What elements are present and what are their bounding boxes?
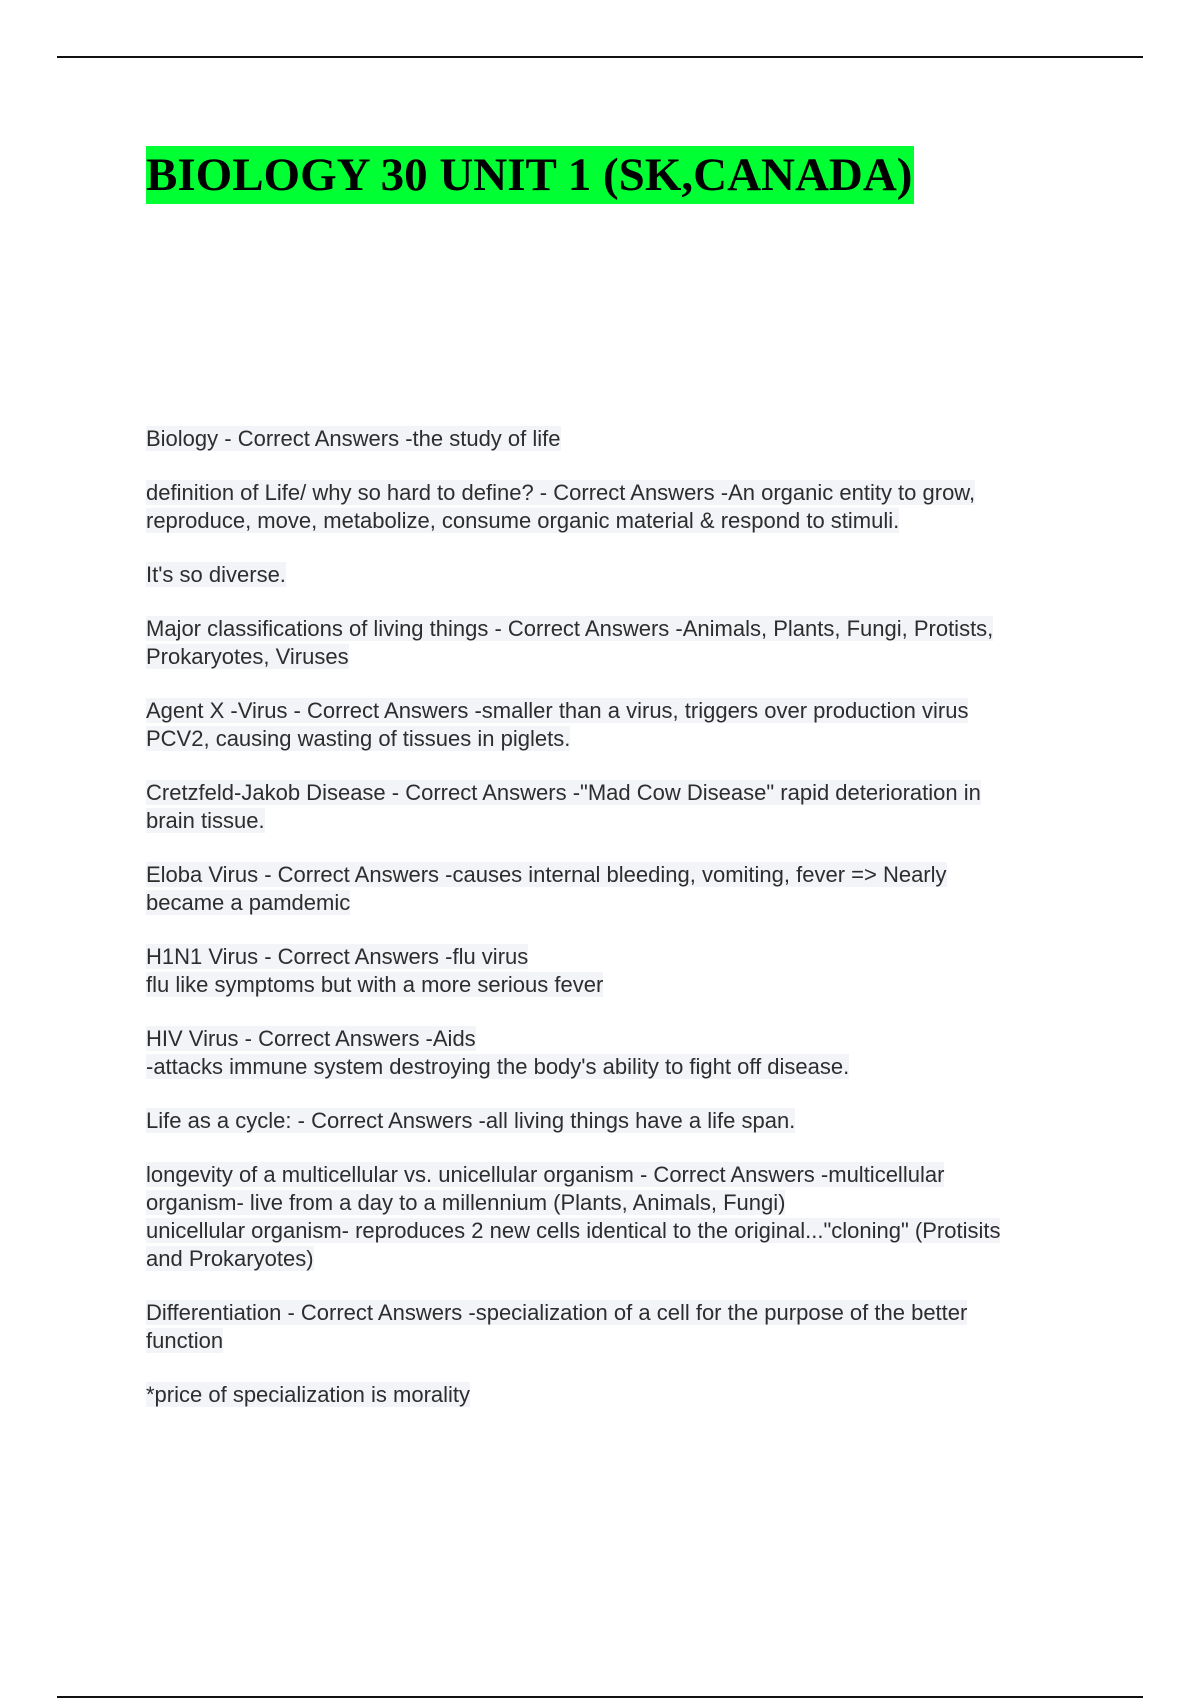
flashcard-entry [146,1381,1096,1409]
flashcard-entry [146,479,1096,535]
entry-text: became a pamdemic [146,890,351,915]
entry-text: reproduce, move, metabolize, consume organic material & respond to stimuli. [146,508,900,533]
entry-text: organism- live from a day to a millennium (Plants, Animals, Fungi) [146,1190,786,1215]
flashcard-entry [146,1161,1096,1273]
entry-text: Biology - Correct Answers -the study of life [146,426,561,451]
entry-line [146,643,1096,671]
entry-text: HIV Virus - Correct Answers -Aids [146,1026,476,1051]
entry-line [146,725,1096,753]
entry-text: H1N1 Virus - Correct Answers -flu virus [146,944,529,969]
entry-text: function [146,1328,224,1353]
entry-text: Agent X -Virus - Correct Answers -smaller than a virus, triggers over production virus [146,698,969,723]
top-rule [57,56,1143,58]
entry-line [146,889,1096,917]
entry-line [146,479,1096,507]
entry-line [146,1161,1096,1189]
entry-text: longevity of a multicellular vs. unicellular organism - Correct Answers -multicellular [146,1162,945,1187]
entry-text: -attacks immune system destroying the body's ability to fight off disease. [146,1054,850,1079]
entry-line [146,861,1096,889]
title-block [146,146,914,204]
entry-text: flu like symptoms but with a more serious fever [146,972,604,997]
flashcard-entry [146,697,1096,753]
entry-text: Cretzfeld-Jakob Disease - Correct Answers -"Mad Cow Disease" rapid deterioration in [146,780,981,805]
entry-text: It's so diverse. [146,562,286,587]
flashcard-entry [146,561,1096,589]
entry-line [146,807,1096,835]
entry-line [146,1189,1096,1217]
entry-text: Life as a cycle: - Correct Answers -all living things have a life span. [146,1108,796,1133]
entry-text: Major classifications of living things - Correct Answers -Animals, Plants, Fungi, Protists, [146,616,994,641]
entry-line [146,1245,1096,1273]
entry-line [146,1053,1096,1081]
entry-text: Differentiation - Correct Answers -specialization of a cell for the purpose of the better [146,1300,968,1325]
entry-line [146,1025,1096,1053]
bottom-rule [57,1696,1143,1698]
entry-text: *price of specialization is morality [146,1382,471,1407]
entry-text: definition of Life/ why so hard to define? - Correct Answers -An organic entity to grow, [146,480,976,505]
flashcard-list [146,425,1096,1435]
flashcard-entry [146,615,1096,671]
entry-line [146,561,1096,589]
entry-text: unicellular organism- reproduces 2 new cells identical to the original..."cloning" (Protisits [146,1218,1001,1243]
entry-line [146,779,1096,807]
entry-line [146,615,1096,643]
entry-line [146,425,1096,453]
entry-line [146,943,1096,971]
entry-text: Prokaryotes, Viruses [146,644,349,669]
entry-line [146,1299,1096,1327]
entry-line [146,1217,1096,1245]
entry-line [146,971,1096,999]
entry-text: brain tissue. [146,808,265,833]
entry-line [146,507,1096,535]
entry-line [146,1381,1096,1409]
flashcard-entry [146,943,1096,999]
entry-line [146,1327,1096,1355]
entry-line [146,1107,1096,1135]
flashcard-entry [146,779,1096,835]
flashcard-entry [146,861,1096,917]
entry-text: PCV2, causing wasting of tissues in piglets. [146,726,571,751]
entry-text: and Prokaryotes) [146,1246,314,1271]
entry-text: Eloba Virus - Correct Answers -causes internal bleeding, vomiting, fever => Nearly [146,862,947,887]
entry-line [146,697,1096,725]
document-title: BIOLOGY 30 UNIT 1 (SK,CANADA) [146,146,914,204]
flashcard-entry [146,1107,1096,1135]
flashcard-entry [146,1025,1096,1081]
flashcard-entry [146,425,1096,453]
flashcard-entry [146,1299,1096,1355]
